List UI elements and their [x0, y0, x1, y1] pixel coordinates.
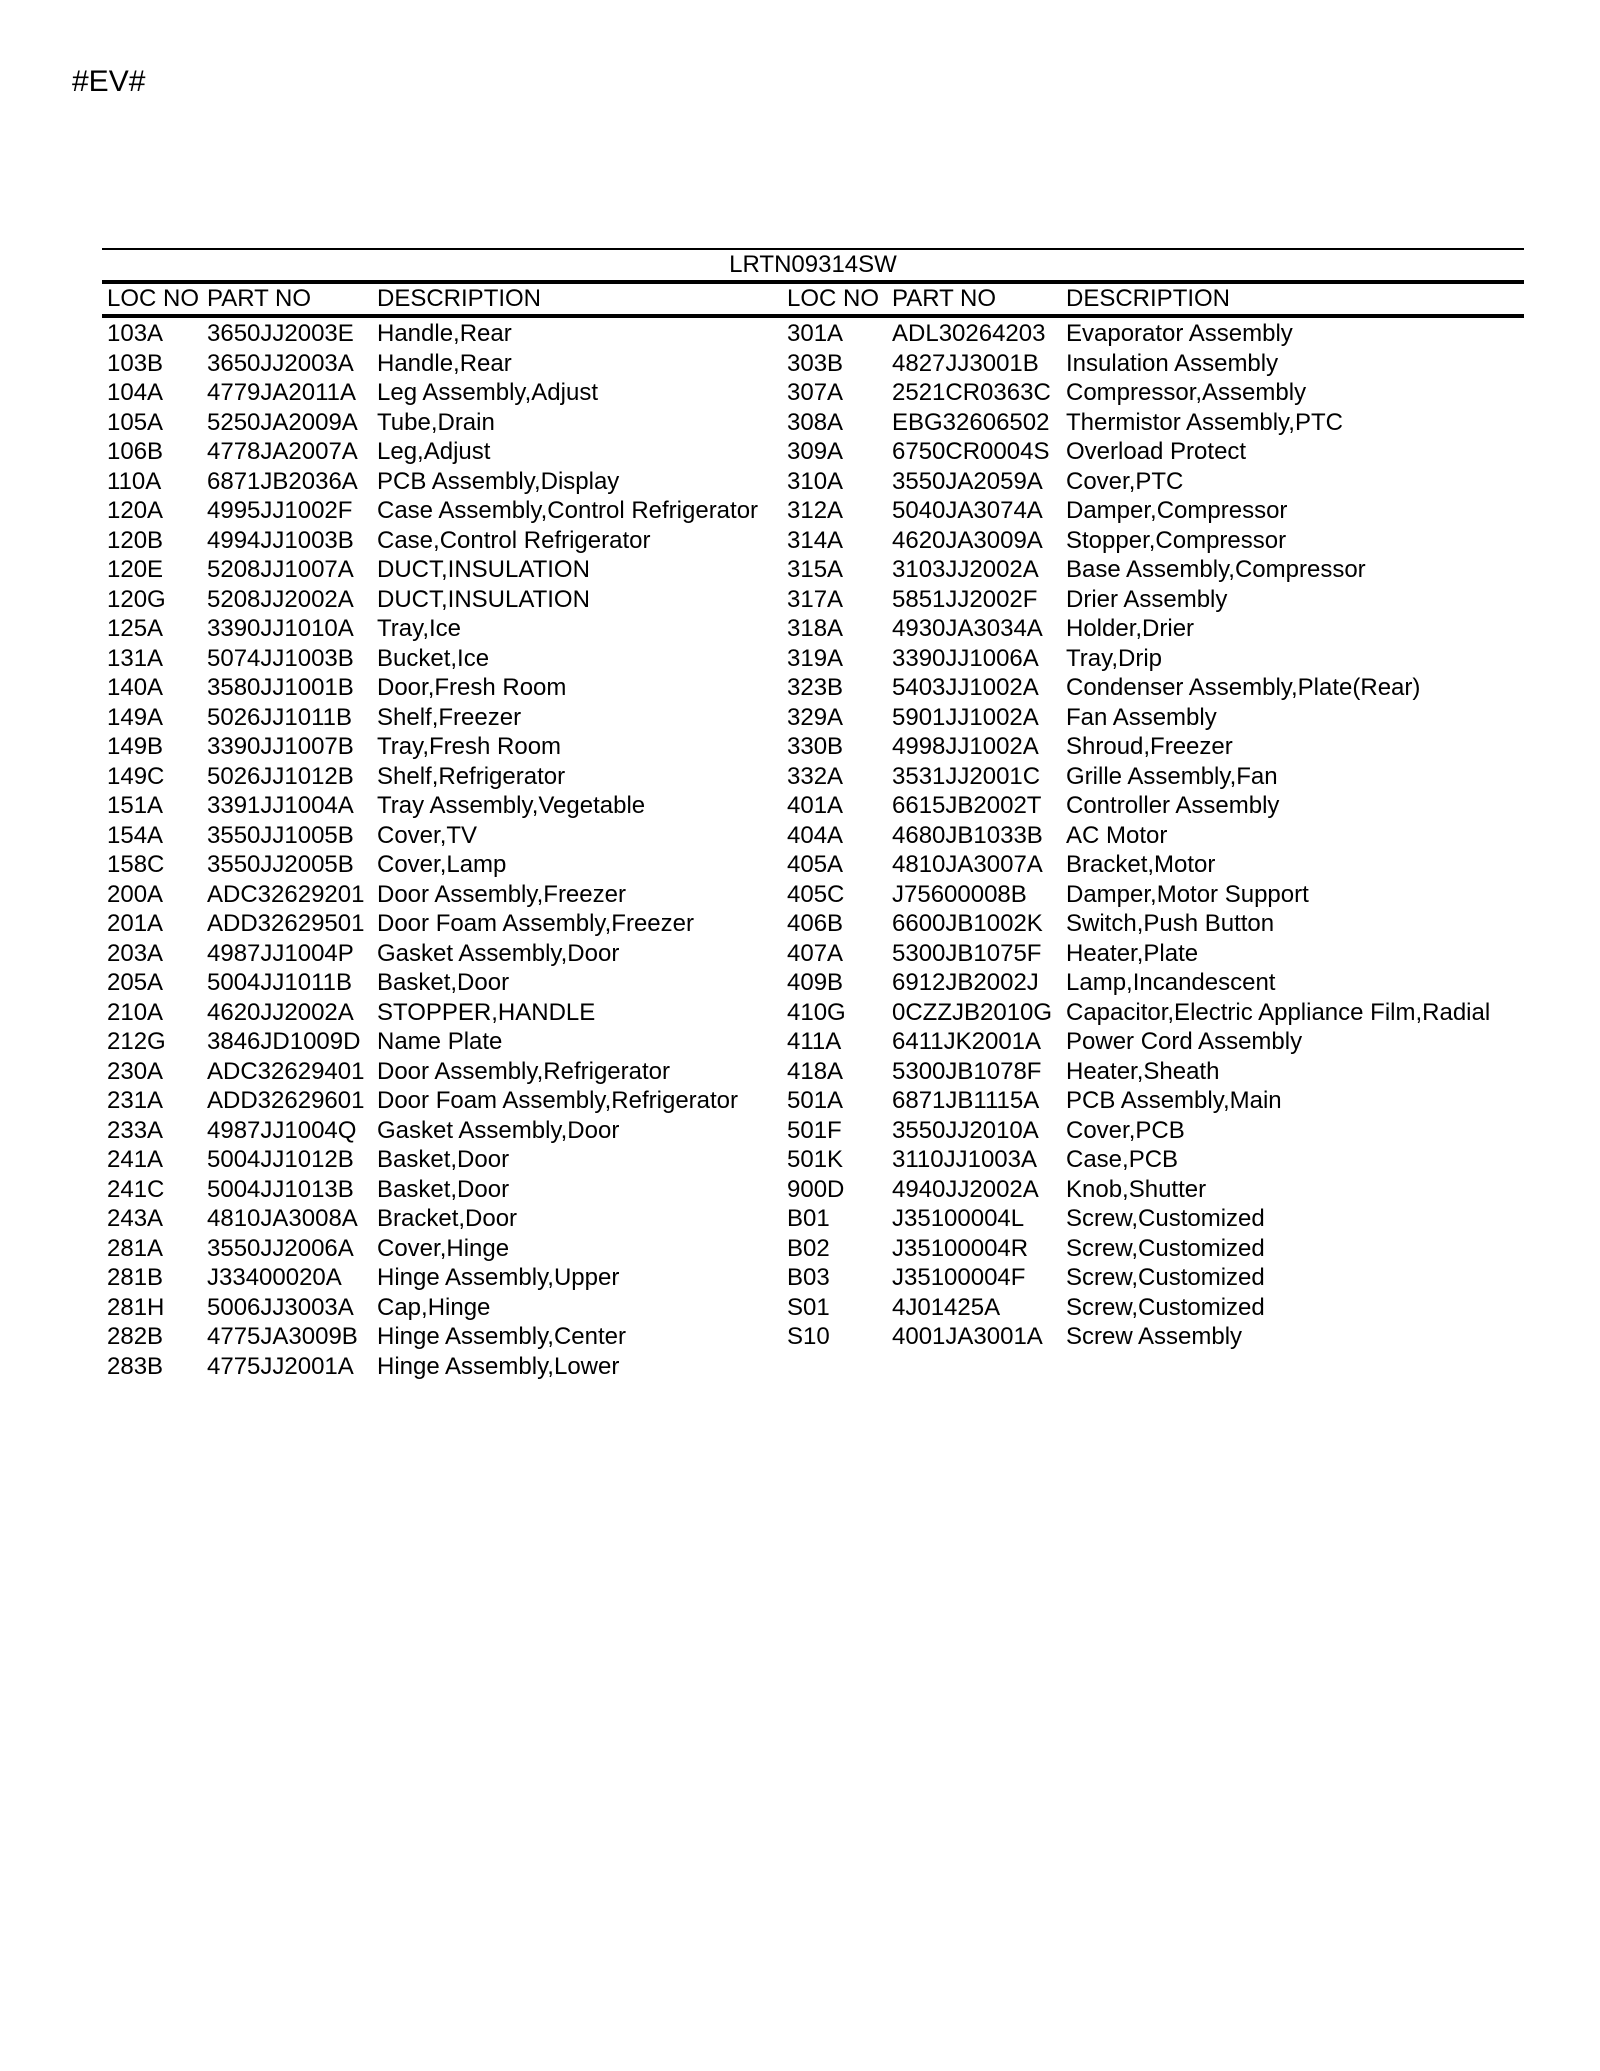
- description-cell: Case,Control Refrigerator: [377, 526, 651, 554]
- table-row: [102, 1204, 1524, 1234]
- loc-no-cell: B01: [787, 1205, 830, 1232]
- table-row: [102, 319, 1524, 349]
- description-cell: Screw,Customized: [1066, 1234, 1265, 1262]
- loc-no-cell: 401A: [787, 792, 844, 819]
- part-no-cell: 3550JJ1005B: [207, 821, 354, 849]
- part-no-cell: 4680JB1033B: [892, 821, 1043, 849]
- table-row: [102, 703, 1524, 733]
- table-row: [102, 998, 1524, 1028]
- description-cell: Screw,Customized: [1066, 1293, 1265, 1321]
- part-no-cell: 4987JJ1004P: [207, 939, 354, 967]
- part-no-cell: 4995JJ1002F: [207, 497, 353, 524]
- table-row: [102, 1145, 1524, 1175]
- table-row: [102, 762, 1524, 792]
- loc-no-cell: 201A: [107, 910, 164, 937]
- part-no-cell: 5004JJ1013B: [207, 1175, 354, 1203]
- table-row: [102, 526, 1524, 556]
- part-no-cell: 4001JA3001A: [892, 1323, 1043, 1350]
- loc-no-cell: 281B: [107, 1264, 164, 1291]
- description-cell: Thermistor Assembly,PTC: [1066, 408, 1343, 436]
- loc-no-cell: 312A: [787, 497, 844, 524]
- part-no-cell: 2521CR0363C: [892, 379, 1051, 406]
- loc-no-cell: 243A: [107, 1205, 164, 1232]
- loc-no-cell: 151A: [107, 792, 164, 819]
- table-row: [102, 1027, 1524, 1057]
- description-cell: Shelf,Refrigerator: [377, 762, 566, 790]
- description-cell: Heater,Plate: [1066, 939, 1199, 967]
- table-row: [102, 614, 1524, 644]
- description-cell: Tube,Drain: [377, 408, 495, 436]
- part-no-cell: 3550JJ2006A: [207, 1234, 354, 1262]
- part-no-cell: 4987JJ1004Q: [207, 1116, 357, 1144]
- description-cell: Basket,Door: [377, 1175, 510, 1203]
- description-cell: Basket,Door: [377, 969, 510, 996]
- parts-rows: [102, 318, 1524, 1381]
- part-no-cell: 3550JJ2010A: [892, 1116, 1039, 1144]
- part-no-cell: 5074JJ1003B: [207, 644, 354, 672]
- part-no-cell: 3650JJ2003A: [207, 349, 354, 377]
- loc-no-cell: 501A: [787, 1087, 844, 1114]
- description-cell: Cover,PCB: [1066, 1116, 1185, 1144]
- description-cell: Gasket Assembly,Door: [377, 1116, 620, 1144]
- part-no-cell: 5004JJ1011B: [207, 969, 353, 996]
- table-row: [102, 821, 1524, 851]
- description-cell: Overload Protect: [1066, 438, 1247, 465]
- table-row: [102, 880, 1524, 910]
- part-no-cell: 4620JA3009A: [892, 526, 1043, 554]
- part-no-cell: 4779JA2011A: [207, 379, 357, 406]
- table-row: [102, 1322, 1524, 1352]
- table-row: [102, 939, 1524, 969]
- description-cell: Lamp,Incandescent: [1066, 969, 1276, 996]
- table-row: [102, 408, 1524, 438]
- part-no-cell: 6600JB1002K: [892, 910, 1043, 937]
- header-part-no-2: PART NO: [892, 285, 997, 312]
- description-cell: Grille Assembly,Fan: [1066, 762, 1278, 790]
- part-no-cell: 6871JB2036A: [207, 467, 358, 495]
- description-cell: Switch,Push Button: [1066, 910, 1275, 937]
- loc-no-cell: 283B: [107, 1352, 164, 1380]
- part-no-cell: 3103JJ2002A: [892, 556, 1039, 583]
- description-cell: Insulation Assembly: [1066, 349, 1279, 377]
- part-no-cell: J35100004R: [892, 1234, 1029, 1262]
- part-no-cell: 5006JJ3003A: [207, 1293, 354, 1321]
- loc-no-cell: S01: [787, 1293, 830, 1321]
- loc-no-cell: 317A: [787, 585, 844, 613]
- part-no-cell: 3550JJ2005B: [207, 851, 354, 878]
- description-cell: Capacitor,Electric Appliance Film,Radial: [1066, 998, 1491, 1026]
- description-cell: AC Motor: [1066, 821, 1168, 849]
- loc-no-cell: 241A: [107, 1146, 164, 1173]
- description-cell: Tray,Ice: [377, 615, 462, 642]
- loc-no-cell: 120B: [107, 526, 164, 554]
- table-row: [102, 644, 1524, 674]
- loc-no-cell: 407A: [787, 939, 844, 967]
- part-no-cell: 4J01425A: [892, 1293, 1001, 1321]
- loc-no-cell: 205A: [107, 969, 164, 996]
- table-row: [102, 1263, 1524, 1293]
- loc-no-cell: 230A: [107, 1057, 164, 1085]
- table-row: [102, 968, 1524, 998]
- table-row: [102, 732, 1524, 762]
- description-cell: Bucket,Ice: [377, 644, 490, 672]
- loc-no-cell: 418A: [787, 1057, 844, 1085]
- part-no-cell: EBG32606502: [892, 408, 1050, 436]
- part-no-cell: 5004JJ1012B: [207, 1146, 354, 1173]
- loc-no-cell: 158C: [107, 851, 165, 878]
- description-cell: Door Foam Assembly,Freezer: [377, 910, 694, 937]
- table-row: [102, 437, 1524, 467]
- description-cell: Tray,Drip: [1066, 644, 1162, 672]
- loc-no-cell: 281H: [107, 1293, 165, 1321]
- table-row: [102, 909, 1524, 939]
- description-cell: Power Cord Assembly: [1066, 1028, 1303, 1055]
- header-loc-no: LOC NO: [107, 285, 200, 312]
- page-code: #EV#: [72, 65, 146, 98]
- description-cell: Case,PCB: [1066, 1146, 1179, 1173]
- loc-no-cell: 154A: [107, 821, 164, 849]
- description-cell: Damper,Motor Support: [1066, 880, 1309, 908]
- loc-no-cell: 120E: [107, 556, 164, 583]
- loc-no-cell: 330B: [787, 733, 844, 760]
- part-no-cell: 3390JJ1007B: [207, 733, 354, 760]
- loc-no-cell: 309A: [787, 438, 844, 465]
- part-no-cell: J75600008B: [892, 880, 1027, 908]
- part-no-cell: ADC32629401: [207, 1057, 365, 1085]
- description-cell: Cover,Hinge: [377, 1234, 510, 1262]
- description-cell: Fan Assembly: [1066, 703, 1217, 731]
- table-row: [102, 496, 1524, 526]
- description-cell: [1066, 1352, 1524, 1382]
- description-cell: Door Assembly,Freezer: [377, 880, 626, 908]
- header-row: [102, 284, 1524, 314]
- description-cell: Door Foam Assembly,Refrigerator: [377, 1087, 739, 1114]
- part-no-cell: 4620JJ2002A: [207, 998, 354, 1026]
- description-cell: Drier Assembly: [1066, 585, 1228, 613]
- part-no-cell: 5250JA2009A: [207, 408, 358, 436]
- table-row: [102, 1293, 1524, 1323]
- part-no-cell: 3391JJ1004A: [207, 792, 354, 819]
- loc-no-cell: 149A: [107, 703, 164, 731]
- description-cell: Leg,Adjust: [377, 438, 491, 465]
- description-cell: Controller Assembly: [1066, 792, 1280, 819]
- part-no-cell: 4810JA3008A: [207, 1205, 358, 1232]
- description-cell: Screw Assembly: [1066, 1323, 1243, 1350]
- loc-no-cell: 120G: [107, 585, 166, 613]
- loc-no-cell: 410G: [787, 998, 846, 1026]
- loc-no-cell: 105A: [107, 408, 164, 436]
- loc-no-cell: 110A: [107, 467, 162, 495]
- description-cell: Bracket,Door: [377, 1205, 518, 1232]
- description-cell: Tray,Fresh Room: [377, 733, 562, 760]
- loc-no-cell: 307A: [787, 379, 844, 406]
- loc-no-cell: 900D: [787, 1175, 845, 1203]
- description-cell: Door,Fresh Room: [377, 674, 567, 701]
- loc-no-cell: 241C: [107, 1175, 165, 1203]
- loc-no-cell: 501K: [787, 1146, 844, 1173]
- loc-no-cell: 323B: [787, 674, 844, 701]
- part-no-cell: 6615JB2002T: [892, 792, 1042, 819]
- parts-list-table: [102, 248, 1524, 1381]
- loc-no-cell: 149B: [107, 733, 164, 760]
- part-no-cell: 3531JJ2001C: [892, 762, 1041, 790]
- part-no-cell: 4775JA3009B: [207, 1323, 358, 1350]
- part-no-cell: 3650JJ2003E: [207, 320, 354, 347]
- part-no-cell: 4998JJ1002A: [892, 733, 1039, 760]
- description-cell: Shroud,Freezer: [1066, 733, 1233, 760]
- part-no-cell: 5851JJ2002F: [892, 585, 1038, 613]
- loc-no-cell: 308A: [787, 408, 844, 436]
- header-description-2: DESCRIPTION: [1066, 285, 1231, 312]
- part-no-cell: 5901JJ1002A: [892, 703, 1039, 731]
- description-cell: Name Plate: [377, 1028, 503, 1055]
- part-no-cell: 3846JD1009D: [207, 1028, 361, 1055]
- part-no-cell: 5300JB1078F: [892, 1057, 1042, 1085]
- loc-no-cell: 405A: [787, 851, 844, 878]
- part-no-cell: ADD32629601: [207, 1087, 365, 1114]
- table-row: [102, 349, 1524, 379]
- description-cell: Hinge Assembly,Center: [377, 1323, 626, 1350]
- description-cell: Cover,PTC: [1066, 467, 1184, 495]
- loc-no-cell: 303B: [787, 349, 844, 377]
- table-row: [102, 1116, 1524, 1146]
- part-no-cell: 4775JJ2001A: [207, 1352, 354, 1380]
- loc-no-cell: 103B: [107, 349, 164, 377]
- part-no-cell: 4930JA3034A: [892, 615, 1043, 642]
- part-no-cell: 3390JJ1006A: [892, 644, 1039, 672]
- loc-no-cell: 212G: [107, 1028, 166, 1055]
- description-cell: DUCT,INSULATION: [377, 556, 590, 583]
- loc-no-cell: 406B: [787, 910, 844, 937]
- table-row: [102, 850, 1524, 880]
- table-row: [102, 1057, 1524, 1087]
- loc-no-cell: 200A: [107, 880, 164, 908]
- loc-no-cell: 231A: [107, 1087, 164, 1114]
- loc-no-cell: 329A: [787, 703, 844, 731]
- description-cell: Bracket,Motor: [1066, 851, 1216, 878]
- table-row: [102, 673, 1524, 703]
- table-row: [102, 1352, 1524, 1382]
- loc-no-cell: 501F: [787, 1116, 842, 1144]
- description-cell: Door Assembly,Refrigerator: [377, 1057, 670, 1085]
- model-title: LRTN09314SW: [729, 251, 897, 278]
- loc-no-cell: 282B: [107, 1323, 164, 1350]
- part-no-cell: 3550JA2059A: [892, 467, 1043, 495]
- loc-no-cell: 103A: [107, 320, 164, 347]
- part-no-cell: 4778JA2007A: [207, 438, 358, 465]
- table-row: [102, 555, 1524, 585]
- description-cell: Gasket Assembly,Door: [377, 939, 620, 967]
- part-no-cell: ADL30264203: [892, 320, 1046, 347]
- description-cell: DUCT,INSULATION: [377, 585, 590, 613]
- loc-no-cell: B02: [787, 1234, 830, 1262]
- loc-no-cell: 281A: [107, 1234, 164, 1262]
- table-row: [102, 467, 1524, 497]
- header-description: DESCRIPTION: [377, 285, 542, 312]
- table-row: [102, 378, 1524, 408]
- description-cell: Basket,Door: [377, 1146, 510, 1173]
- part-no-cell: 5208JJ1007A: [207, 556, 354, 583]
- part-no-cell: 4827JJ3001B: [892, 349, 1039, 377]
- part-no-cell: J33400020A: [207, 1264, 342, 1291]
- loc-no-cell: 409B: [787, 969, 844, 996]
- description-cell: Cover,TV: [377, 821, 478, 849]
- loc-no-cell: 310A: [787, 467, 844, 495]
- description-cell: Knob,Shutter: [1066, 1175, 1207, 1203]
- part-no-cell: ADC32629201: [207, 880, 365, 908]
- header-part-no: PART NO: [207, 285, 312, 312]
- description-cell: Handle,Rear: [377, 320, 512, 347]
- part-no-cell: J35100004F: [892, 1264, 1026, 1291]
- loc-no-cell: B03: [787, 1264, 830, 1291]
- part-no-cell: 3110JJ1003A: [892, 1146, 1038, 1173]
- loc-no-cell: 203A: [107, 939, 164, 967]
- part-no-cell: J35100004L: [892, 1205, 1025, 1232]
- description-cell: Base Assembly,Compressor: [1066, 556, 1366, 583]
- loc-no-cell: 233A: [107, 1116, 164, 1144]
- part-no-cell: 6912JB2002J: [892, 969, 1039, 996]
- description-cell: Screw,Customized: [1066, 1205, 1265, 1232]
- description-cell: Condenser Assembly,Plate(Rear): [1066, 674, 1421, 701]
- table-row: [102, 1175, 1524, 1205]
- part-no-cell: [892, 1352, 1066, 1382]
- part-no-cell: 5300JB1075F: [892, 939, 1042, 967]
- description-cell: Screw,Customized: [1066, 1264, 1265, 1291]
- description-cell: Hinge Assembly,Upper: [377, 1264, 620, 1291]
- description-cell: Cap,Hinge: [377, 1293, 491, 1321]
- description-cell: Heater,Sheath: [1066, 1057, 1220, 1085]
- description-cell: Damper,Compressor: [1066, 497, 1288, 524]
- description-cell: Shelf,Freezer: [377, 703, 522, 731]
- part-no-cell: 3390JJ1010A: [207, 615, 354, 642]
- loc-no-cell: 120A: [107, 497, 164, 524]
- description-cell: Stopper,Compressor: [1066, 526, 1287, 554]
- loc-no-cell: 405C: [787, 880, 845, 908]
- part-no-cell: 3580JJ1001B: [207, 674, 354, 701]
- header-loc-no-2: LOC NO: [787, 285, 880, 312]
- description-cell: PCB Assembly,Display: [377, 467, 620, 495]
- loc-no-cell: 314A: [787, 526, 844, 554]
- description-cell: PCB Assembly,Main: [1066, 1087, 1282, 1114]
- table-row: [102, 791, 1524, 821]
- loc-no-cell: 149C: [107, 762, 165, 790]
- loc-no-cell: 332A: [787, 762, 844, 790]
- loc-no-cell: 125A: [107, 615, 164, 642]
- part-no-cell: 4810JA3007A: [892, 851, 1043, 878]
- loc-no-cell: 318A: [787, 615, 844, 642]
- description-cell: Hinge Assembly,Lower: [377, 1352, 620, 1380]
- part-no-cell: 5026JJ1012B: [207, 762, 354, 790]
- part-no-cell: 6411JK2001A: [892, 1028, 1042, 1055]
- loc-no-cell: 319A: [787, 644, 844, 672]
- part-no-cell: 5208JJ2002A: [207, 585, 354, 613]
- description-cell: Holder,Drier: [1066, 615, 1195, 642]
- part-no-cell: 5403JJ1002A: [892, 674, 1039, 701]
- description-cell: Leg Assembly,Adjust: [377, 379, 599, 406]
- part-no-cell: 0CZZJB2010G: [892, 998, 1053, 1026]
- part-no-cell: ADD32629501: [207, 910, 365, 937]
- loc-no-cell: 404A: [787, 821, 844, 849]
- loc-no-cell: 140A: [107, 674, 164, 701]
- loc-no-cell: 301A: [787, 320, 844, 347]
- description-cell: STOPPER,HANDLE: [377, 998, 596, 1026]
- loc-no-cell: 106B: [107, 438, 164, 465]
- description-cell: Tray Assembly,Vegetable: [377, 792, 646, 819]
- table-row: [102, 1086, 1524, 1116]
- part-no-cell: 4940JJ2002A: [892, 1175, 1039, 1203]
- description-cell: Case Assembly,Control Refrigerator: [377, 497, 759, 524]
- part-no-cell: 5026JJ1011B: [207, 703, 353, 731]
- loc-no-cell: 131A: [107, 644, 164, 672]
- loc-no-cell: [787, 1352, 892, 1382]
- loc-no-cell: 210A: [107, 998, 164, 1026]
- table-row: [102, 1234, 1524, 1264]
- description-cell: Handle,Rear: [377, 349, 512, 377]
- part-no-cell: 4994JJ1003B: [207, 526, 354, 554]
- loc-no-cell: 315A: [787, 556, 844, 583]
- loc-no-cell: 104A: [107, 379, 164, 406]
- description-cell: Evaporator Assembly: [1066, 320, 1293, 347]
- loc-no-cell: 411A: [787, 1028, 842, 1055]
- table-row: [102, 585, 1524, 615]
- part-no-cell: 5040JA3074A: [892, 497, 1043, 524]
- part-no-cell: 6750CR0004S: [892, 438, 1050, 465]
- description-cell: Compressor,Assembly: [1066, 379, 1307, 406]
- description-cell: Cover,Lamp: [377, 851, 507, 878]
- loc-no-cell: S10: [787, 1323, 830, 1350]
- part-no-cell: 6871JB1115A: [892, 1087, 1040, 1114]
